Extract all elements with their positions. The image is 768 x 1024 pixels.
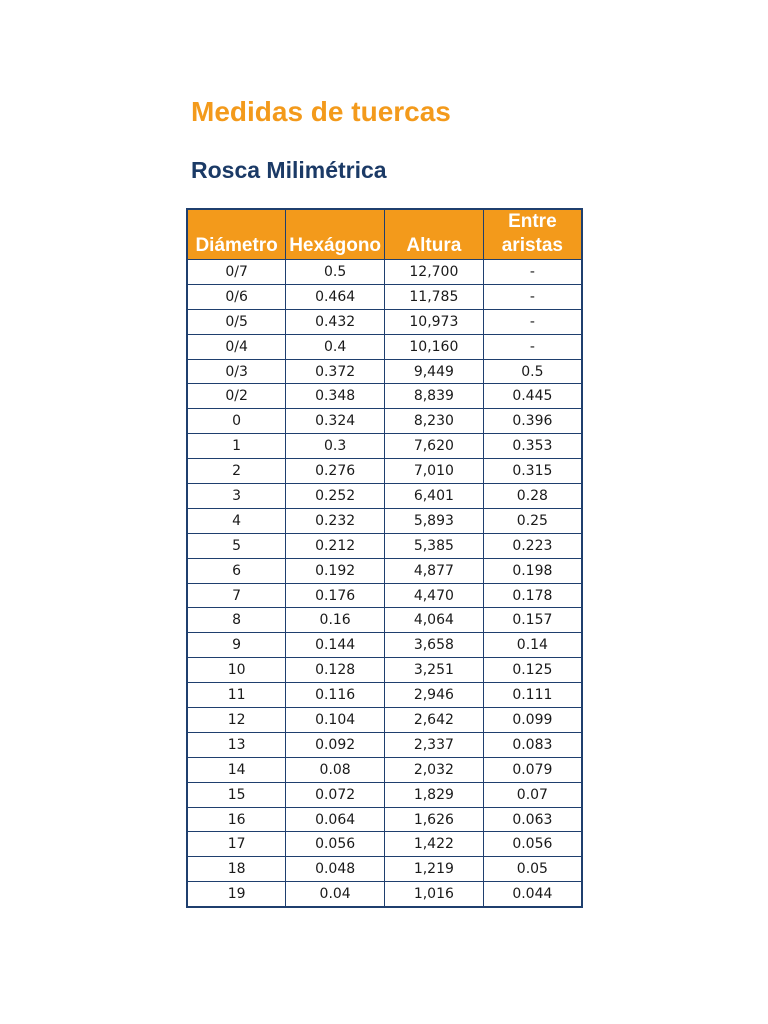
cell-hexagono: 0.372 (286, 359, 385, 384)
cell-hexagono: 0.04 (286, 882, 385, 907)
table-row (187, 608, 582, 633)
cell-diametro: 14 (187, 757, 286, 782)
cell-entre-aristas: 0.111 (483, 683, 582, 708)
cell-altura: 1,016 (385, 882, 484, 907)
nut-measurements-table (186, 208, 583, 908)
table-row (187, 882, 582, 907)
cell-entre-aristas: 0.315 (483, 459, 582, 484)
cell-hexagono: 0.4 (286, 334, 385, 359)
cell-diametro: 5 (187, 533, 286, 558)
cell-entre-aristas: 0.079 (483, 757, 582, 782)
table-row (187, 484, 582, 509)
table-row (187, 284, 582, 309)
page-title: Medidas de tuercas (191, 96, 451, 127)
cell-entre-aristas: 0.445 (483, 384, 582, 409)
cell-altura: 10,160 (385, 334, 484, 359)
cell-altura: 1,829 (385, 782, 484, 807)
cell-altura: 2,642 (385, 708, 484, 733)
header-label: Diámetro (195, 235, 278, 256)
cell-entre-aristas: 0.178 (483, 583, 582, 608)
cell-entre-aristas: 0.044 (483, 882, 582, 907)
cell-altura: 11,785 (385, 284, 484, 309)
table-row (187, 683, 582, 708)
cell-entre-aristas: 0.28 (483, 484, 582, 509)
table-row (187, 708, 582, 733)
table-row (187, 533, 582, 558)
cell-diametro: 18 (187, 857, 286, 882)
cell-hexagono: 0.232 (286, 508, 385, 533)
table-row (187, 782, 582, 807)
column-header-altura (385, 209, 484, 260)
cell-hexagono: 0.276 (286, 459, 385, 484)
cell-diametro: 7 (187, 583, 286, 608)
cell-diametro: 0/3 (187, 359, 286, 384)
cell-altura: 12,700 (385, 260, 484, 285)
cell-altura: 8,230 (385, 409, 484, 434)
column-header-entre-aristas (483, 209, 582, 260)
cell-hexagono: 0.056 (286, 832, 385, 857)
cell-diametro: 0/4 (187, 334, 286, 359)
cell-diametro: 0/7 (187, 260, 286, 285)
table-row (187, 459, 582, 484)
cell-altura: 4,877 (385, 558, 484, 583)
cell-diametro: 12 (187, 708, 286, 733)
cell-hexagono: 0.092 (286, 732, 385, 757)
cell-entre-aristas: 0.056 (483, 832, 582, 857)
cell-altura: 6,401 (385, 484, 484, 509)
cell-entre-aristas: 0.05 (483, 857, 582, 882)
cell-entre-aristas: 0.063 (483, 807, 582, 832)
cell-altura: 2,337 (385, 732, 484, 757)
cell-diametro: 17 (187, 832, 286, 857)
cell-entre-aristas: 0.396 (483, 409, 582, 434)
cell-hexagono: 0.432 (286, 309, 385, 334)
cell-diametro: 1 (187, 434, 286, 459)
table-row (187, 807, 582, 832)
cell-diametro: 0 (187, 409, 286, 434)
cell-entre-aristas: 0.157 (483, 608, 582, 633)
cell-diametro: 11 (187, 683, 286, 708)
cell-altura: 4,470 (385, 583, 484, 608)
cell-diametro: 9 (187, 633, 286, 658)
table-row (187, 260, 582, 285)
cell-altura: 9,449 (385, 359, 484, 384)
cell-entre-aristas: 0.07 (483, 782, 582, 807)
cell-entre-aristas: 0.25 (483, 508, 582, 533)
table-row (187, 633, 582, 658)
cell-entre-aristas: 0.125 (483, 658, 582, 683)
table-row (187, 409, 582, 434)
cell-altura: 7,010 (385, 459, 484, 484)
table-row (187, 309, 582, 334)
column-header-hexagono (286, 209, 385, 260)
table-row (187, 558, 582, 583)
cell-diametro: 19 (187, 882, 286, 907)
header-label: Altura (406, 235, 462, 256)
cell-hexagono: 0.252 (286, 484, 385, 509)
table-row (187, 857, 582, 882)
table-row (187, 359, 582, 384)
cell-altura: 10,973 (385, 309, 484, 334)
cell-entre-aristas: 0.353 (483, 434, 582, 459)
cell-hexagono: 0.072 (286, 782, 385, 807)
cell-diametro: 10 (187, 658, 286, 683)
cell-hexagono: 0.192 (286, 558, 385, 583)
cell-altura: 5,893 (385, 508, 484, 533)
table-row (187, 434, 582, 459)
cell-altura: 1,422 (385, 832, 484, 857)
table-body (187, 260, 582, 907)
cell-altura: 2,032 (385, 757, 484, 782)
cell-diametro: 4 (187, 508, 286, 533)
cell-entre-aristas: 0.223 (483, 533, 582, 558)
cell-hexagono: 0.324 (286, 409, 385, 434)
cell-altura: 2,946 (385, 683, 484, 708)
cell-hexagono: 0.348 (286, 384, 385, 409)
cell-diametro: 13 (187, 732, 286, 757)
cell-hexagono: 0.048 (286, 857, 385, 882)
cell-hexagono: 0.5 (286, 260, 385, 285)
table-row (187, 757, 582, 782)
cell-altura: 1,219 (385, 857, 484, 882)
cell-diametro: 0/2 (187, 384, 286, 409)
column-header-diametro (187, 209, 286, 260)
table-row (187, 732, 582, 757)
header-label: Hexágono (289, 235, 382, 256)
cell-entre-aristas: 0.5 (483, 359, 582, 384)
cell-hexagono: 0.128 (286, 658, 385, 683)
cell-diametro: 6 (187, 558, 286, 583)
cell-entre-aristas: - (483, 284, 582, 309)
section-subtitle: Rosca Milimétrica (191, 157, 387, 183)
cell-altura: 4,064 (385, 608, 484, 633)
cell-diametro: 3 (187, 484, 286, 509)
cell-hexagono: 0.116 (286, 683, 385, 708)
cell-entre-aristas: - (483, 260, 582, 285)
cell-altura: 3,658 (385, 633, 484, 658)
header-row (187, 209, 582, 260)
cell-altura: 3,251 (385, 658, 484, 683)
cell-entre-aristas: - (483, 334, 582, 359)
cell-hexagono: 0.064 (286, 807, 385, 832)
table-row (187, 583, 582, 608)
cell-hexagono: 0.16 (286, 608, 385, 633)
cell-altura: 5,385 (385, 533, 484, 558)
cell-hexagono: 0.08 (286, 757, 385, 782)
cell-hexagono: 0.3 (286, 434, 385, 459)
cell-hexagono: 0.176 (286, 583, 385, 608)
cell-diametro: 0/6 (187, 284, 286, 309)
table-row (187, 508, 582, 533)
table-row (187, 832, 582, 857)
cell-altura: 1,626 (385, 807, 484, 832)
table-row (187, 658, 582, 683)
cell-diametro: 15 (187, 782, 286, 807)
cell-hexagono: 0.144 (286, 633, 385, 658)
cell-entre-aristas: 0.14 (483, 633, 582, 658)
cell-hexagono: 0.464 (286, 284, 385, 309)
cell-entre-aristas: - (483, 309, 582, 334)
cell-entre-aristas: 0.083 (483, 732, 582, 757)
header-label: Entre aristas (501, 211, 564, 256)
cell-diametro: 0/5 (187, 309, 286, 334)
cell-diametro: 8 (187, 608, 286, 633)
cell-hexagono: 0.212 (286, 533, 385, 558)
cell-entre-aristas: 0.198 (483, 558, 582, 583)
cell-entre-aristas: 0.099 (483, 708, 582, 733)
table-header (187, 209, 582, 260)
cell-hexagono: 0.104 (286, 708, 385, 733)
cell-altura: 7,620 (385, 434, 484, 459)
cell-diametro: 16 (187, 807, 286, 832)
cell-diametro: 2 (187, 459, 286, 484)
table-row (187, 334, 582, 359)
cell-altura: 8,839 (385, 384, 484, 409)
table-row (187, 384, 582, 409)
